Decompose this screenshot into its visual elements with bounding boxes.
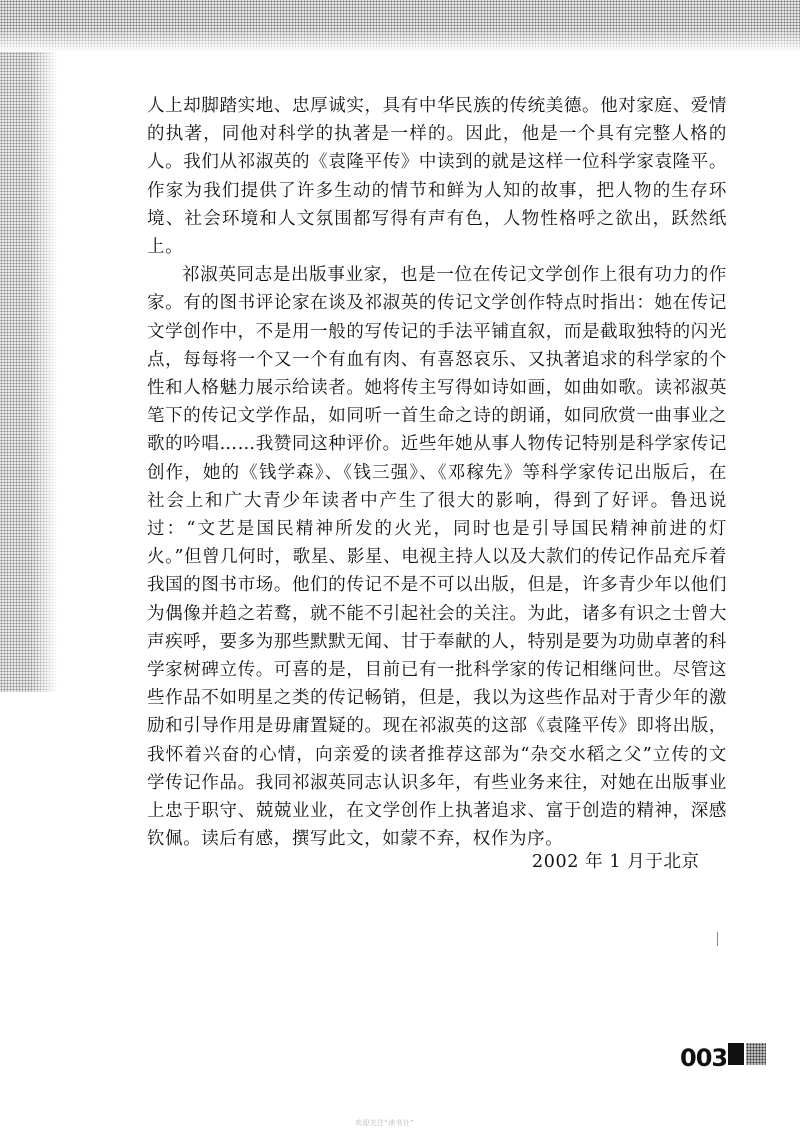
paragraph-continuation: 人上却脚踏实地、忠厚诚实，具有中华民族的传统美德。他对家庭、爱情的执著，同他对科学的执著是一样的。因此，他是一个具有完整人格的人。我们从祁淑英的《袁隆平传》中读到的就是这样一位科学家袁隆平。作家为我们提供了许多生动的情节和鲜为人知的故事，把人物的生存环境、社会环境和人文氛围都写得有声有色，人物性格呼之欲出，跃然纸上。	[147, 96, 727, 258]
date-signature: 2002 年 1 月于北京	[532, 852, 700, 872]
page-number: 003	[680, 1044, 728, 1072]
page-number-pattern-icon	[746, 1043, 766, 1065]
page-number-block-icon	[728, 1043, 744, 1065]
scan-edge-top	[0, 0, 800, 52]
scan-edge-left	[0, 52, 58, 692]
scan-mark	[717, 932, 718, 946]
watermark: 欢迎关注“读书社”	[355, 1119, 414, 1127]
body-text	[147, 92, 727, 853]
paragraph-main: 祁淑英同志是出版事业家，也是一位在传记文学创作上很有功力的作家。有的图书评论家在谈及祁淑英的传记文学创作特点时指出：她在传记文学创作中，不是用一般的写传记的手法平铺直叙，而是截取独特的闪光点，每每将一个又一个有血有肉、有喜怒哀乐、又执著追求的科学家的个性和人格魅力展示给读者。她将传主写得如诗如画，如曲如歌。读祁淑英笔下的传记文学作品，如同听一首生命之诗的朗诵，如同欣赏一曲事业之歌的吟唱……我赞同这种评价。近些年她从事人物传记特别是科学家传记创作，她的《钱学森》、《钱三强》、《邓稼先》等科学家传记出版后，在社会上和广大青少年读者中产生了很大的影响，得到了好评。鲁迅说过：“文艺是国民精神所发的火光，同时也是引导国民精神前进的灯火。”但曾几何时，歌星、影星、电视主持人以及大款们的传记作品充斥着我国的图书市场。他们的传记不是不可以出版，但是，许多青少年以他们为偶像并趋之若鹜，就不能不引起社会的关注。为此，诸多有识之士曾大声疾呼，要多为那些默默无闻、甘于奉献的人，特别是要为功勋卓著的科学家树碑立传。可喜的是，目前已有一批科学家的传记相继问世。尽管这些作品不如明星之类的传记畅销，但是，我以为这些作品对于青少年的激励和引导作用是毋庸置疑的。现在祁淑英的这部《袁隆平传》即将出版，我怀着兴奋的心情，向亲爱的读者推荐这部为“杂交水稻之父”立传的文学传记作品。我同祁淑英同志认识多年，有些业务来往，对她在出版事业上忠于职守、兢兢业业，在文学创作上执著追求、富于创造的精神，深感钦佩。读后有感，撰写此文，如蒙不弃，权作为序。	[147, 265, 727, 850]
